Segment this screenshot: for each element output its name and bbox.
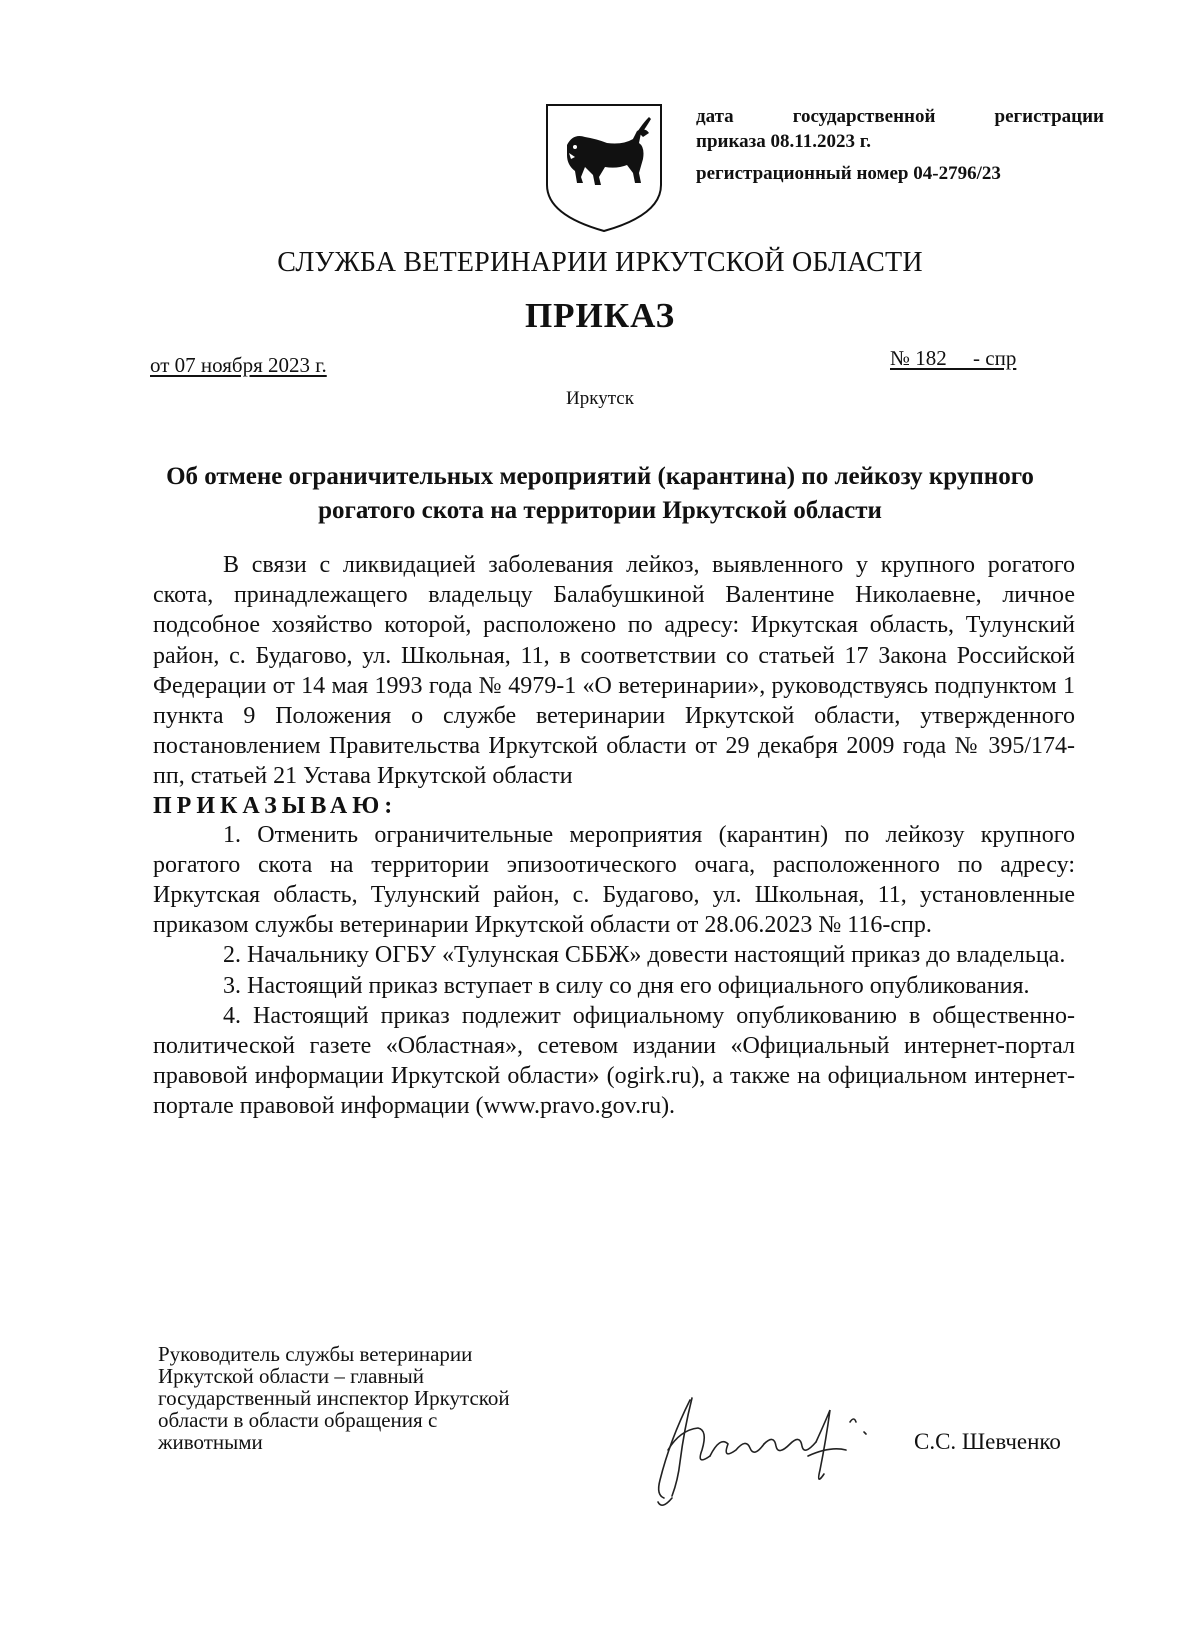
order-item-3: 3. Настоящий приказ вступает в силу со дня его официального опубликования. <box>223 972 1030 999</box>
signatory-name: С.С. Шевченко <box>914 1429 1061 1454</box>
handwritten-signature <box>650 1370 900 1510</box>
preamble-paragraph: В связи с ликвидацией заболевания лейкоз, выявленного у крупного рогатого скота, принадлежащего владельцу Балабушкиной Валентине Николаевне, личное подсобное хозяйство которой, расположено по адресу: Иркутская область, Тулунский район, с. Будагово, ул. Школьная, 11, в соответствии со статьей 17 Закона Российской Федерации от 14 мая 1993 года № 4979-1 «О ветеринарии», руководствуясь подпунктом 1 пункта 9 Положения о службе ветеринарии Иркутской области, утвержденного постановлением Правительства Иркутской области от 29 декабря 2009 года № 395/174-пп, статьей 21 Устава Иркутской области <box>153 552 1075 790</box>
registration-line-3: регистрационный номер 04-2796/23 <box>696 162 1001 184</box>
decree-heading: ПРИКАЗЫВАЮ: <box>153 792 398 819</box>
organization-name: СЛУЖБА ВЕТЕРИНАРИИ ИРКУТСКОЙ ОБЛАСТИ <box>277 247 923 278</box>
document-type-title: ПРИКАЗ <box>524 296 676 335</box>
order-item-4: 4. Настоящий приказ подлежит официальному опубликованию в общественно-политической газете «Областная», сетевом издании «Официальный интернет-портал правовой информации Иркутской области» (ogirk.ru), а также на официальном интернет-портале правовой информации (www.pravo.gov.ru). <box>153 1002 1075 1120</box>
signatory-position-line: животными <box>158 1430 263 1455</box>
signatory-position-line: Иркутской области – главный <box>158 1364 424 1389</box>
signatory-position-line: области в области обращения с <box>158 1408 438 1433</box>
document-number: № 182 - спр <box>890 346 1017 370</box>
signatory-position-line: государственный инспектор Иркутской <box>158 1386 510 1411</box>
document-city: Иркутск <box>566 388 634 409</box>
signatory-position <box>158 1343 588 1453</box>
document-date: от 07 ноября 2023 г. <box>150 353 327 377</box>
coat-of-arms-emblem <box>545 103 663 233</box>
signatory-position-line: Руководитель службы ветеринарии <box>158 1342 473 1366</box>
order-item-2: 2. Начальнику ОГБУ «Тулунская СББЖ» довести настоящий приказ до владельца. <box>223 942 1066 969</box>
document-body <box>153 550 1075 1122</box>
registration-line-2: приказа 08.11.2023 г. <box>696 131 871 153</box>
document-subject: Об отмене ограничительных мероприятий (карантина) по лейкозу крупного рогатого скота на территории Иркутской области <box>166 463 1034 524</box>
registration-stamp <box>696 104 1104 186</box>
order-item-1: 1. Отменить ограничительные мероприятия (карантин) по лейкозу крупного рогатого скота на территории эпизоотического очага, расположенного по адресу: Иркутская область, Тулунский район, с. Будагово, ул. Школьная, 11, установленные приказом службы ветеринарии Иркутской области от 28.06.2023 № 116-спр. <box>153 821 1075 939</box>
registration-line-1: дата государственной регистрации <box>696 106 1104 127</box>
